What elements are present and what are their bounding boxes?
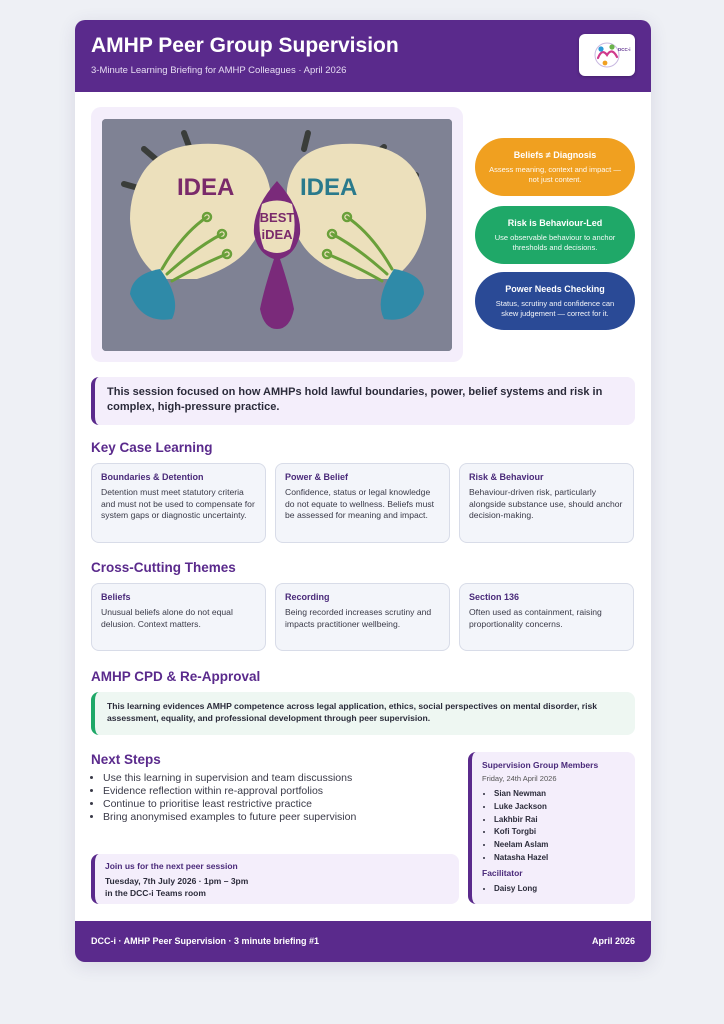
themes-heading: Cross-Cutting Themes bbox=[91, 560, 236, 575]
best-idea-illustration bbox=[102, 119, 452, 351]
box-text: Often used as containment, raising proportionality concerns. bbox=[469, 607, 602, 629]
theme-box-recording bbox=[275, 583, 450, 651]
list-item: • Bring anonymised examples to future peer supervision bbox=[103, 811, 356, 824]
list-item: • Daisy Long bbox=[494, 883, 625, 896]
hero-panel bbox=[91, 107, 463, 362]
next-steps-heading: Next Steps bbox=[91, 752, 161, 767]
logo-text: DCC-i bbox=[618, 47, 631, 52]
next-session-date: Tuesday, 7th July 2026 · 1pm – 3pm bbox=[105, 876, 249, 886]
pill-desc: Assess meaning, context and impact — not just content. bbox=[489, 165, 621, 184]
members-panel bbox=[468, 752, 635, 904]
list-item: • Neelam Aslam bbox=[494, 839, 625, 852]
next-steps-list bbox=[91, 772, 356, 824]
theme-box-section-136 bbox=[459, 583, 634, 651]
cpd-callout: This learning evidences AMHP competence across legal application, ethics, social perspectives on mental disorder, risk assessment, equality, and professional development through peer supervision. bbox=[91, 692, 635, 735]
box-title: Beliefs bbox=[101, 592, 131, 602]
box-title: Recording bbox=[285, 592, 330, 602]
footer bbox=[75, 921, 651, 962]
learning-box-power bbox=[275, 463, 450, 543]
pill-beliefs-diagnosis bbox=[475, 138, 635, 196]
facilitator-label: Facilitator bbox=[482, 867, 523, 878]
members-date: Friday, 24th April 2026 bbox=[482, 774, 557, 783]
footer-right: April 2026 bbox=[591, 936, 635, 946]
pill-title: Risk is Behaviour-Led bbox=[507, 218, 603, 228]
box-text: Being recorded increases scrutiny and impacts practitioner wellbeing. bbox=[285, 607, 432, 629]
pill-desc: Use observable behaviour to anchor thresholds and decisions. bbox=[494, 233, 616, 252]
intro-callout: This session focused on how AMHPs hold lawful boundaries, power, belief systems and risk in complex, high-pressure practice. bbox=[91, 377, 635, 425]
idea-center-text: iDEA bbox=[261, 227, 293, 242]
box-title: Section 136 bbox=[469, 592, 520, 602]
pill-title: Power Needs Checking bbox=[505, 284, 605, 294]
box-title: Risk & Behaviour bbox=[469, 472, 544, 482]
learning-box-boundaries bbox=[91, 463, 266, 543]
next-session-title: Join us for the next peer session bbox=[105, 861, 238, 871]
pill-power-checking bbox=[475, 272, 635, 330]
members-title: Supervision Group Members bbox=[482, 760, 599, 770]
page-subtitle: 3-Minute Learning Briefing for AMHP Colleagues · April 2026 bbox=[91, 65, 347, 76]
dcc-i-logo bbox=[579, 34, 635, 76]
list-item: • Sian Newman bbox=[494, 788, 625, 801]
box-title: Power & Belief bbox=[285, 472, 349, 482]
pill-desc: Status, scrutiny and confidence can skew judgement — correct for it. bbox=[495, 299, 615, 318]
box-text: Confidence, status or legal knowledge do not equate to wellness. Beliefs must be assessed for meaning and impact. bbox=[285, 487, 435, 520]
list-item: • Lakhbir Rai bbox=[494, 814, 625, 827]
box-text: Unusual beliefs alone do not equal delusion. Context matters. bbox=[101, 607, 233, 629]
facilitator-list bbox=[482, 883, 625, 896]
list-item: • Natasha Hazel bbox=[494, 852, 625, 865]
cpd-heading: AMHP CPD & Re-Approval bbox=[91, 669, 261, 684]
idea-right-text: IDEA bbox=[300, 174, 358, 201]
page-title: AMHP Peer Group Supervision bbox=[91, 34, 399, 57]
briefing-card bbox=[75, 20, 651, 962]
next-session-location: in the DCC-i Teams room bbox=[105, 887, 206, 898]
pill-title: Beliefs ≠ Diagnosis bbox=[513, 150, 597, 160]
box-text: Detention must meet statutory criteria and must not be used to compensate for system gaps or diagnostic uncertainty. bbox=[101, 487, 255, 520]
next-session-callout bbox=[91, 854, 459, 904]
list-item: • Use this learning in supervision and team discussions bbox=[103, 772, 356, 785]
best-text: BEST bbox=[259, 210, 295, 225]
idea-left-text: IDEA bbox=[177, 174, 235, 201]
list-item: • Evidence reflection within re-approval portfolios bbox=[103, 785, 356, 798]
key-learning-heading: Key Case Learning bbox=[91, 440, 213, 455]
pill-risk-behaviour bbox=[475, 206, 635, 264]
box-text: Behaviour-driven risk, particularly alongside substance use, should anchor decision-making. bbox=[469, 487, 623, 520]
members-list bbox=[482, 788, 625, 865]
list-item: • Luke Jackson bbox=[494, 801, 625, 814]
box-title: Boundaries & Detention bbox=[101, 472, 204, 482]
footer-left: DCC-i · AMHP Peer Supervision · 3 minute briefing #1 bbox=[91, 936, 320, 946]
list-item: • Continue to prioritise least restrictive practice bbox=[103, 798, 356, 811]
list-item: • Kofi Torgbi bbox=[494, 826, 625, 839]
header bbox=[75, 20, 651, 92]
theme-box-beliefs bbox=[91, 583, 266, 651]
learning-box-risk bbox=[459, 463, 634, 543]
